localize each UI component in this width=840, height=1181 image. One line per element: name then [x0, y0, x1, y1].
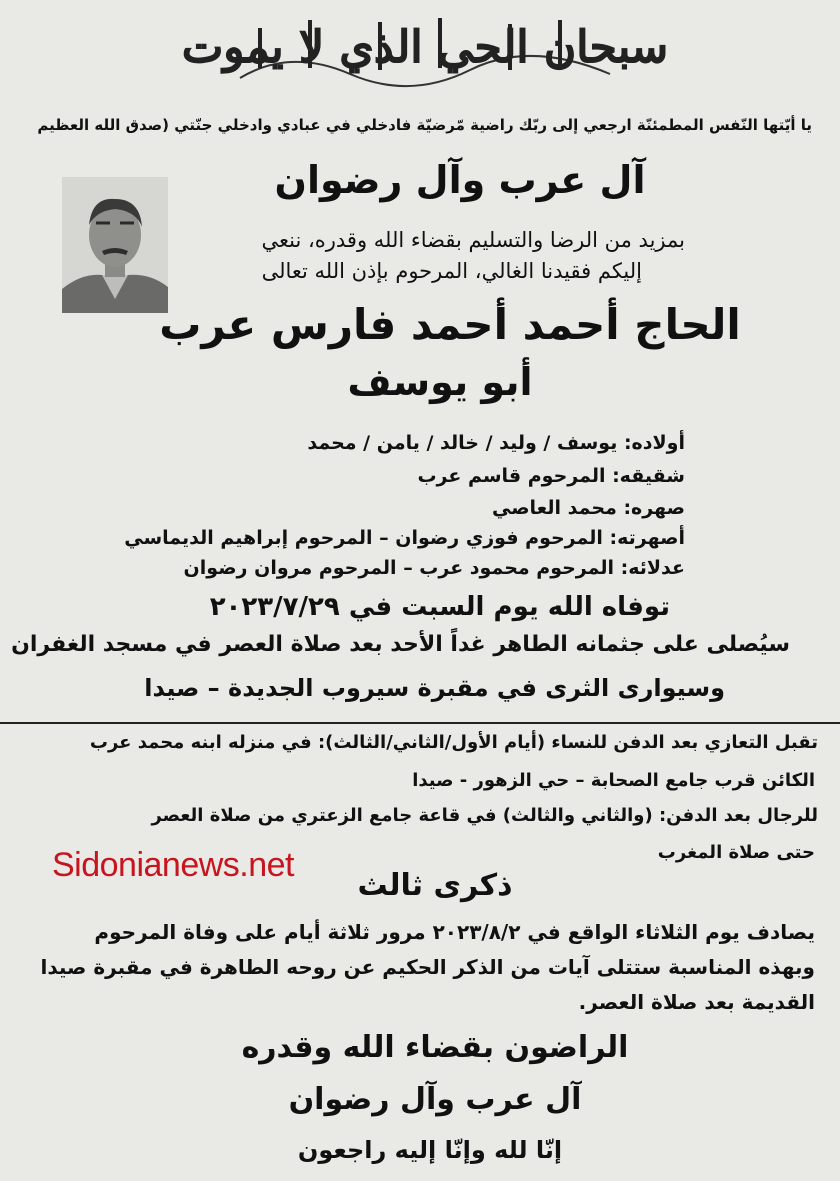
deceased-photo	[62, 177, 168, 313]
third-day-line-1: يصادف يوم الثلاثاء الواقع في ٢٠٢٣/٨/٢ مرور ثلاثة أيام على وفاة المرحوم	[94, 920, 815, 944]
calligraphy-art	[181, 8, 669, 90]
condolences-women: تقبل التعازي بعد الدفن للنساء (أيام الأول/الثاني/الثالث): في منزله ابنه محمد عرب	[89, 732, 818, 753]
third-day-line-2: وبهذه المناسبة ستتلى آيات من الذكر الحكيم عن روحه الطاهرة في مقبرة صيدا	[40, 955, 815, 979]
relatives-co-in-laws: عدلائه: المرحوم محمود عرب – المرحوم مروان رضوان	[183, 557, 685, 579]
third-day-line-3: القديمة بعد صلاة العصر.	[578, 990, 815, 1014]
signoff-family: آل عرب وآل رضوان	[288, 1082, 582, 1117]
section-divider	[0, 722, 840, 724]
relatives-in-laws: أصهرته: المرحوم فوزي رضوان – المرحوم إبراهيم الديماسي	[124, 527, 685, 549]
intro-line-1: بمزيد من الرضا والتسليم بقضاء الله وقدره، ننعي	[261, 228, 685, 252]
family-name-heading: آل عرب وآل رضوان	[274, 158, 646, 202]
condolences-women-address: الكائن قرب جامع الصحابة – حي الزهور - صيدا	[412, 770, 815, 791]
deceased-name: الحاج أحمد أحمد فارس عرب	[159, 300, 741, 349]
funeral-prayer: سيُصلى على جثمانه الطاهر غداً الأحد بعد صلاة العصر في مسجد الغفران	[11, 632, 790, 657]
condolences-men-time: حتى صلاة المغرب	[657, 842, 815, 863]
deceased-nickname: أبو يوسف	[347, 360, 533, 404]
calligraphy-header	[181, 8, 669, 90]
watermark: Sidonianews.net	[52, 846, 295, 884]
condolences-men: للرجال بعد الدفن: (والثاني والثالث) في قاعة جامع الزعتري من صلاة العصر	[151, 805, 818, 826]
burial-location: وسيوارى الثرى في مقبرة سيروب الجديدة – صيدا	[144, 674, 725, 702]
signoff-line-1: الراضون بقضاء الله وقدره	[241, 1030, 629, 1065]
relatives-children: أولاده: يوسف / وليد / خالد / يامن / محمد	[307, 432, 685, 454]
third-day-title: ذكرى ثالث	[357, 868, 513, 903]
quran-verse: يا أيّتها النّفس المطمئنّة ارجعي إلى ربّك راضية مّرضيّة فادخلي في عبادي وادخلي جنّتي (صدق الله العظيم	[37, 116, 812, 134]
relatives-son-in-law: صهره: محمد العاصي	[491, 497, 685, 519]
relatives-brother: شقيقه: المرحوم قاسم عرب	[417, 465, 685, 487]
signoff-prayer: إنّا لله وإنّا إليه راجعون	[297, 1136, 563, 1164]
portrait-image	[62, 177, 168, 313]
intro-line-2: إليكم فقيدنا الغالي، المرحوم بإذن الله تعالى	[261, 259, 642, 283]
calligraphy-text: سبحان الحي الذي لا يموت	[181, 22, 669, 73]
death-date: توفاه الله يوم السبت في ٢٠٢٣/٧/٢٩	[209, 592, 670, 622]
